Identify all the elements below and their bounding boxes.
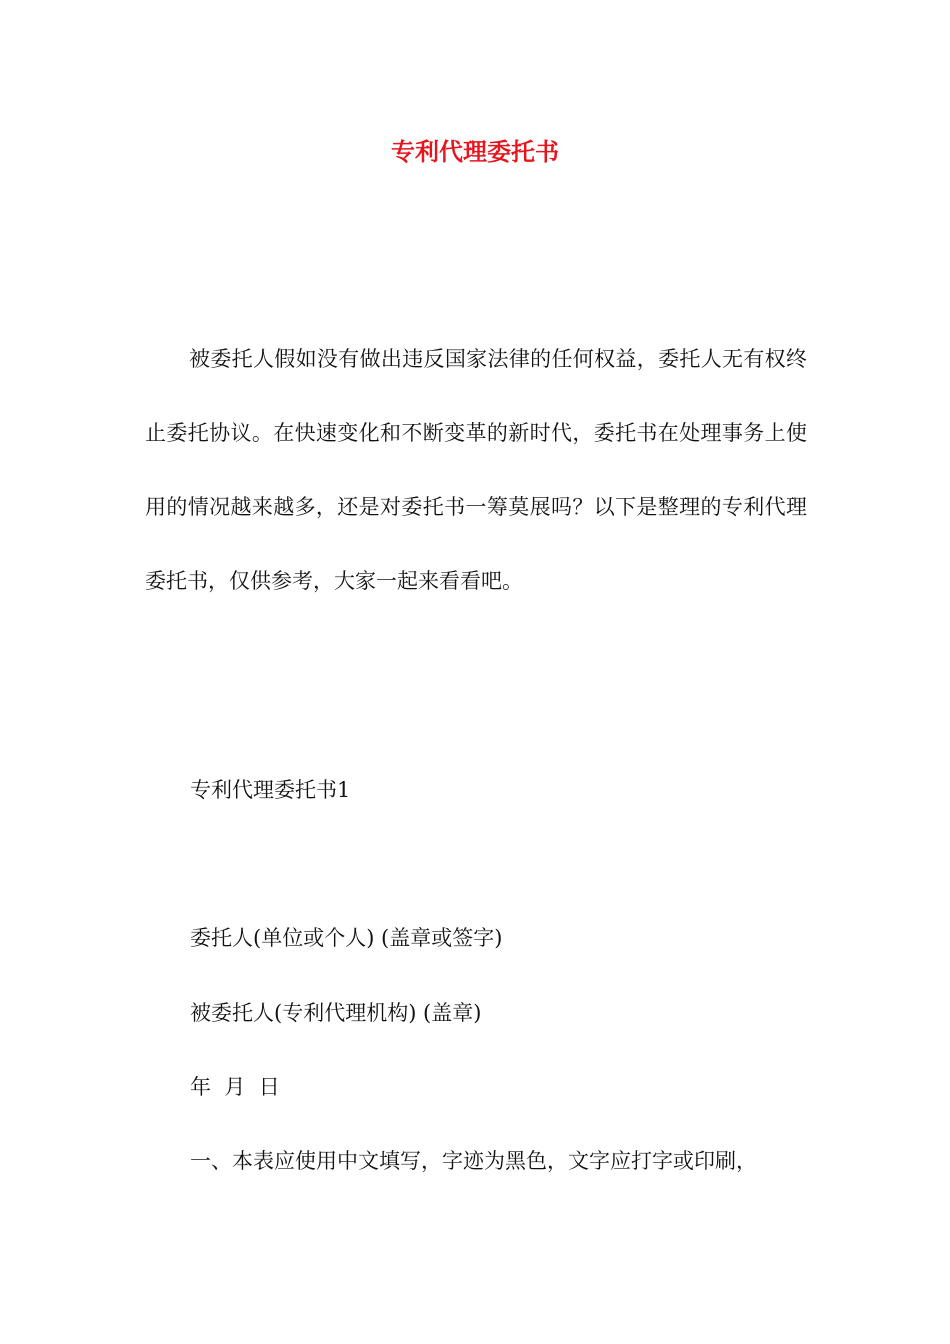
date-line: 年 月 日 [190,1075,280,1099]
instruction-line: 一、本表应使用中文填写，字迹为黑色，文字应打字或印刷， [190,1149,757,1173]
intro-paragraph: 被委托人假如没有做出违反国家法律的任何权益，委托人无有权终止委托协议。在快速变化和不断变革的新时代，委托书在处理事务上使用的情况越来越多，还是对委托书一筹莫展吗？以下是整理的专利代理委托书，仅供参考，大家一起来看看吧。 [145,347,807,593]
document-title: 专利代理委托书 [391,137,559,166]
principal-signature-line: 委托人(单位或个人) (盖章或签字) [190,926,503,950]
agent-signature-line: 被委托人(专利代理机构) (盖章) [190,1001,482,1025]
section-heading: 专利代理委托书1 [190,778,351,802]
